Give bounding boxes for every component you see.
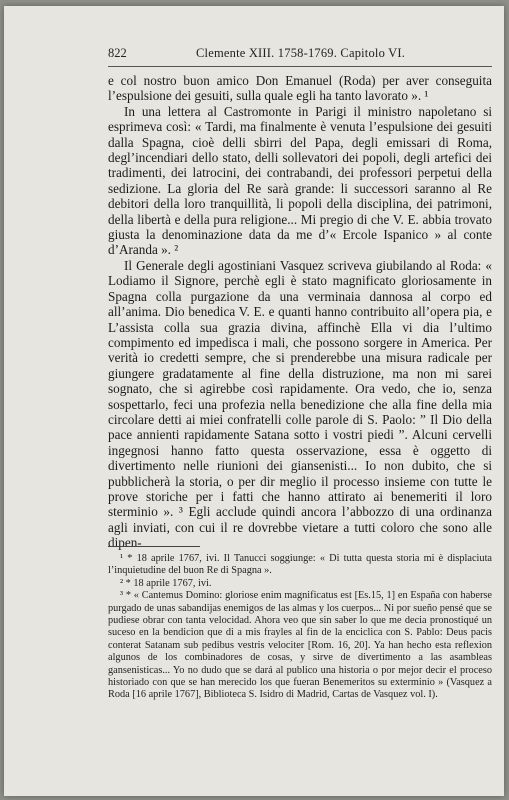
body-text: [108, 73, 492, 551]
paragraph: Il Generale degli agostiniani Vasquez scriveva giubilando al Roda: « Lodiamo il Signore, perchè egli è stato magnificato gloriosamente in Spagna colla purgazione da una verminaia dannosa al corpo ed all’anima. Dio benedica V. E. e quanti hanno contribuito all’opera pia, e L’assista colla sua grazia divina, affinchè Ella vi dia l’ultimo compimento ed impedisca i mali, che possono sorgere in America. Per verità io credetti sempre, che si prenderebbe una misura radicale per giungere gradatamente al fine della distruzione, ma non mi sarei sognato, che si agirebbe così rapidamente. Ora vedo, che io, senza sospettarlo, feci una profezia nella benedizione che alla fine della mia circolare detti ai miei confratelli colle parole di S. Paolo: ” Il Dio della pace annienti rapidamente Satana sotto i vostri piedi ”. Alcuni cervelli ingegnosi hanno fatto questa osservazione, essa è oggetto di divertimento nelle riunioni dei giansenisti... Io non dubito, che si pubblicherà la storia, o per dir meglio il processo insieme con tutte le prove storiche per i fatti che hanno attirato ai benemeriti il loro sterminio ». ³ Egli acclude quindi ancora l’abbozzo di una ordinanza agli inviati, con cui il re dovrebbe vietare a tutti coloro che sono alle dipen-: [108, 257, 492, 551]
header-rule: [108, 66, 492, 67]
paragraph: e col nostro buon amico Don Emanuel (Roda) per aver conseguita l’espulsione dei gesuiti, sulla quale egli ha tanto lavorato ». ¹: [108, 73, 492, 104]
page-number: 822: [108, 46, 127, 60]
footnote: ² * 18 aprile 1767, ivi.: [120, 577, 212, 589]
footnote-rule: [108, 546, 200, 547]
footnote: ³ * « Cantemus Domino: gloriose enim magnificatus est [Es.15, 1] en España con haberse purgado de unas sabandijas enemigos de las almas y los cuerpos... Ni por sueño pensé que se pudiese obrar con tanta velocidad. Ahora veo que sin saber lo que me decia pronostiqué un suceso en la bendicion que di a mis frayles al fin de la enciclica con S. Pablo: Deus pacis conterat Satanam sub pedibus vestris velociter [Rom. 16, 20]. Ya han hecho esta reflexion algunos de los combinadores de cosas, y sirve de divertimento a las asambleas gansenisticas... Yo no dudo que se dará al publico una historia o por mejor decir el proceso historiado con que se han merecido los que fueran Benemeritos su exterminio » (Vasquez a Roda [16 aprile 1767], Biblioteca S. Isidro di Madrid, Cartas de Vasquez vol. I).: [108, 590, 492, 701]
footnotes: [108, 553, 492, 702]
book-page: [4, 6, 504, 796]
footnote: ¹ * 18 aprile 1767, ivi. Il Tanucci soggiunge: « Di tutta questa storia mi è displaciuta l’inquietudine del buon Re di Spagna ».: [108, 553, 492, 577]
running-title: Clemente XIII. 1758-1769. Capitolo VI.: [196, 46, 406, 60]
paragraph: In una lettera al Castromonte in Parigi il ministro napoletano si esprimeva così: « Tardi, ma finalmente è venuta l’espulsione dei gesuiti dalla Spagna, cioè delli sbirri del Papa, degli emissari di Roma, degl’incendiari dello stato, delli sollevatori dei popoli, degli artefici dei tradimenti, dei latrocini, dei contrabandi, dei professori perpetui della sedizione. La gloria del Re sarà grande: li successori saranno al Re debitori della loro tranquillità, li popoli della disciplina, dei patrimoni, della libertà e della pura religione... Mi pregio di che V. E. abbia trovato giusta la denominazione data da me d’« Ercole Ispanico » al conte d’Aranda ». ²: [108, 103, 492, 258]
